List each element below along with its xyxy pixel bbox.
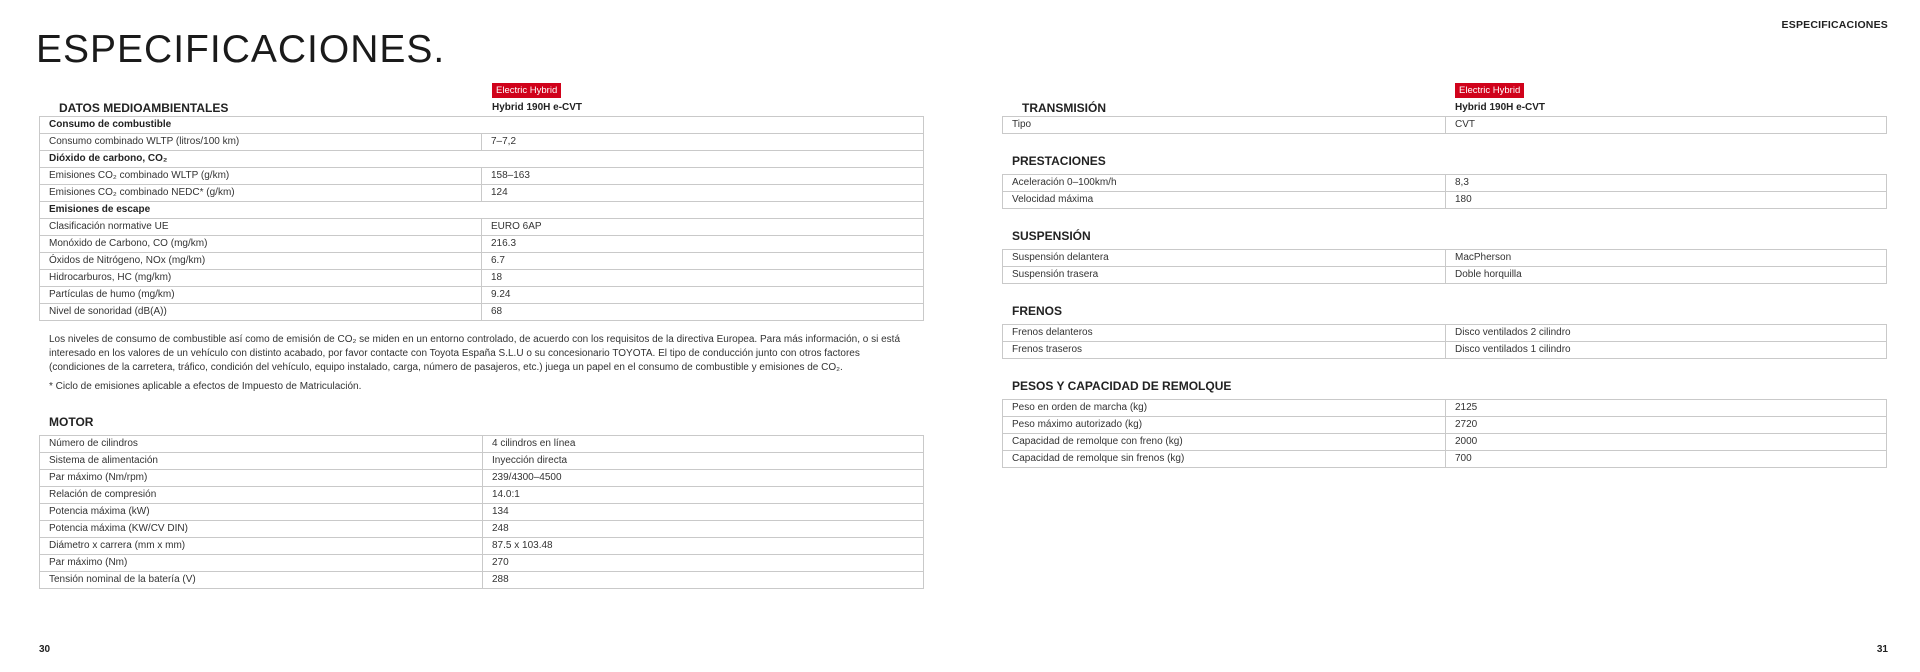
spec-value: 216.3 <box>482 236 924 253</box>
spec-label: Emisiones CO₂ combinado WLTP (g/km) <box>40 168 482 185</box>
spec-label: Diámetro x carrera (mm x mm) <box>40 538 483 555</box>
spec-label: Monóxido de Carbono, CO (mg/km) <box>40 236 482 253</box>
table-row <box>40 470 924 487</box>
table-row <box>1003 175 1887 192</box>
footnote: * Ciclo de emisiones aplicable a efectos de Impuesto de Matriculación. <box>49 381 362 392</box>
right-page-column <box>1002 83 1887 468</box>
spec-label: Hidrocarburos, HC (mg/km) <box>40 270 482 287</box>
page-number-right: 31 <box>1876 644 1888 655</box>
table-row <box>1003 192 1887 209</box>
table-row <box>40 436 924 453</box>
spec-value: Disco ventilados 2 cilindro <box>1446 325 1887 342</box>
spec-label: Velocidad máxima <box>1003 192 1446 209</box>
spec-value: Doble horquilla <box>1446 267 1887 284</box>
spec-label: Aceleración 0–100km/h <box>1003 175 1446 192</box>
spec-value: 288 <box>483 572 924 589</box>
variant-name: Hybrid 190H e-CVT <box>492 102 583 113</box>
variant-badge: Electric Hybrid <box>492 83 561 98</box>
table-row <box>40 253 924 270</box>
spec-label: Óxidos de Nitrógeno, NOx (mg/km) <box>40 253 482 270</box>
spec-value: 9.24 <box>482 287 924 304</box>
spec-value: 239/4300–4500 <box>483 470 924 487</box>
spec-value: Disco ventilados 1 cilindro <box>1446 342 1887 359</box>
env-header <box>39 83 924 116</box>
section-title-suspension: SUSPENSIÓN <box>1012 229 1091 243</box>
env-table <box>39 116 924 321</box>
page-title: ESPECIFICACIONES. <box>36 28 446 71</box>
table-row <box>1003 400 1887 417</box>
spec-label: Emisiones CO₂ combinado NEDC* (g/km) <box>40 185 482 202</box>
table-row <box>40 219 924 236</box>
spec-value: EURO 6AP <box>482 219 924 236</box>
spec-label: Frenos delanteros <box>1003 325 1446 342</box>
spec-label: Sistema de alimentación <box>40 453 483 470</box>
table-row <box>1003 117 1887 134</box>
table-row <box>40 538 924 555</box>
spec-label: Frenos traseros <box>1003 342 1446 359</box>
emissions-note: Los niveles de consumo de combustible así como de emisión de CO₂ se miden en un entorno controlado, de acuerdo con los requisitos de la directiva Europea. Para más información, o si está interesado en los valores de un vehículo con distinto acabado, por favor contacte con Toyota España S.L.U o su concesionario TOYOTA. El tipo de conducción junto con otros factores (condiciones de la carretera, tráfico, condición del vehículo, equipo instalado, carga, número de pasajeros, etc.) juega un papel en el consumo de combustible y emisiones de CO₂. <box>49 334 901 373</box>
table-row <box>1003 342 1887 359</box>
spec-label: Peso máximo autorizado (kg) <box>1003 417 1446 434</box>
section-title-prestaciones: PRESTACIONES <box>1012 154 1106 168</box>
spec-value: 2000 <box>1446 434 1887 451</box>
table-row <box>1003 250 1887 267</box>
spec-value: 700 <box>1446 451 1887 468</box>
table-row <box>1003 325 1887 342</box>
table-row <box>40 185 924 202</box>
prestaciones-table <box>1002 174 1887 209</box>
motor-table <box>39 435 924 589</box>
variant-badge: Electric Hybrid <box>1455 83 1524 98</box>
spec-label: Tipo <box>1003 117 1446 134</box>
spec-value: 158–163 <box>482 168 924 185</box>
section-title-motor: MOTOR <box>49 415 94 429</box>
table-row <box>40 202 924 219</box>
spec-value: 124 <box>482 185 924 202</box>
spec-label: Par máximo (Nm/rpm) <box>40 470 483 487</box>
table-row <box>40 504 924 521</box>
spec-value: 68 <box>482 304 924 321</box>
spec-label: Capacidad de remolque sin frenos (kg) <box>1003 451 1446 468</box>
table-row <box>1003 451 1887 468</box>
spec-value: 8,3 <box>1446 175 1887 192</box>
suspension-table <box>1002 249 1887 284</box>
table-row <box>1003 434 1887 451</box>
table-row <box>40 521 924 538</box>
spec-value: 14.0:1 <box>483 487 924 504</box>
spec-label: Tensión nominal de la batería (V) <box>40 572 483 589</box>
table-row <box>40 304 924 321</box>
spec-label: Peso en orden de marcha (kg) <box>1003 400 1446 417</box>
table-row <box>40 151 924 168</box>
spec-value: 7–7,2 <box>482 134 924 151</box>
spec-label: Número de cilindros <box>40 436 483 453</box>
spec-label: Suspensión delantera <box>1003 250 1446 267</box>
table-row <box>40 117 924 134</box>
table-row <box>1003 417 1887 434</box>
table-row <box>40 134 924 151</box>
spec-label: Partículas de humo (mg/km) <box>40 287 482 304</box>
group-heading: Consumo de combustible <box>40 117 924 134</box>
section-title-pesos: PESOS Y CAPACIDAD DE REMOLQUE <box>1012 379 1232 393</box>
table-row <box>40 572 924 589</box>
spec-value: 2720 <box>1446 417 1887 434</box>
spec-value: 248 <box>483 521 924 538</box>
pesos-table <box>1002 399 1887 468</box>
group-heading: Emisiones de escape <box>40 202 924 219</box>
spec-value: MacPherson <box>1446 250 1887 267</box>
spec-label: Capacidad de remolque con freno (kg) <box>1003 434 1446 451</box>
table-row <box>1003 267 1887 284</box>
page-header: ESPECIFICACIONES <box>1781 19 1888 31</box>
group-heading: Dióxido de carbono, CO₂ <box>40 151 924 168</box>
spec-label: Par máximo (Nm) <box>40 555 483 572</box>
table-row <box>40 555 924 572</box>
left-page-column <box>39 83 924 589</box>
table-row <box>40 168 924 185</box>
spec-label: Potencia máxima (KW/CV DIN) <box>40 521 483 538</box>
table-row <box>40 236 924 253</box>
spec-value: 6.7 <box>482 253 924 270</box>
table-row <box>40 270 924 287</box>
spec-value: 180 <box>1446 192 1887 209</box>
spec-value: CVT <box>1446 117 1887 134</box>
transmision-header <box>1002 83 1887 116</box>
spec-value: 2125 <box>1446 400 1887 417</box>
spec-value: 18 <box>482 270 924 287</box>
spec-label: Potencia máxima (kW) <box>40 504 483 521</box>
spec-label: Relación de compresión <box>40 487 483 504</box>
spec-label: Suspensión trasera <box>1003 267 1446 284</box>
table-row <box>40 453 924 470</box>
section-title-transmision: TRANSMISIÓN <box>1022 101 1106 115</box>
spec-label: Clasificación normative UE <box>40 219 482 236</box>
frenos-table <box>1002 324 1887 359</box>
table-row <box>40 287 924 304</box>
spec-value: 270 <box>483 555 924 572</box>
spec-label: Nivel de sonoridad (dB(A)) <box>40 304 482 321</box>
transmision-table <box>1002 116 1887 134</box>
spec-value: Inyección directa <box>483 453 924 470</box>
section-title-env: DATOS MEDIOAMBIENTALES <box>59 101 229 115</box>
variant-name: Hybrid 190H e-CVT <box>1455 102 1546 113</box>
section-title-frenos: FRENOS <box>1012 304 1063 318</box>
spec-value: 87.5 x 103.48 <box>483 538 924 555</box>
spec-value: 4 cilindros en línea <box>483 436 924 453</box>
page-number-left: 30 <box>39 644 51 655</box>
spec-value: 134 <box>483 504 924 521</box>
spec-label: Consumo combinado WLTP (litros/100 km) <box>40 134 482 151</box>
table-row <box>40 487 924 504</box>
